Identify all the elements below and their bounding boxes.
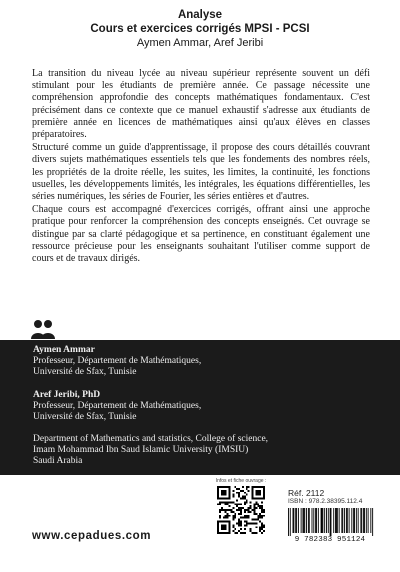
book-subtitle: Cours et exercices corrigés MPSI - PCSI [90,23,310,35]
description-text [32,68,370,265]
barcode [288,508,374,536]
isbn-number: ISBN : 978.2.38395.112.4 [288,498,363,505]
author-bio [33,345,201,378]
affiliation-line: Department of Mathematics and statistics, College of science, [33,434,269,444]
barcode-digits: 9 782383 951124 [294,536,366,544]
description-paragraph: La transition du niveau lycée au niveau supérieur représente souvent un défi stimulant pour les étudiants de première année. Ce passage nécessite une compréhension approfondie des concepts mathématiques fondamentaux. C'est précisément dans ce contexte que ce manuel exhaustif s'adresse aux étudiants de première année en licences de mathématiques ainsi qu'aux élèves en classes préparatoires. [32,68,370,141]
authors-icon [30,319,56,339]
author-name: Aymen Ammar [33,345,95,355]
publisher-website[interactable]: www.cepadues.com [32,530,152,542]
affiliation-line: Saudi Arabia [33,456,83,466]
author-university: Université de Sfax, Tunisie [33,367,137,377]
author-bio [33,390,201,423]
author-university: Université de Sfax, Tunisie [33,412,137,422]
qr-caption: Infos et fiche ouvrage : [215,478,267,484]
author-position: Professeur, Département de Mathématiques, [33,356,202,366]
author-name: Aref Jeribi, PhD [33,390,101,400]
author-bio-band [0,340,400,475]
author-affiliation [33,434,268,467]
author-position: Professeur, Département de Mathématiques, [33,401,202,411]
description-paragraph: Chaque cours est accompagné d'exercices corrigés, offrant ainsi une approche pratique pour renforcer la compréhension des concepts enseignés. Cet ouvrage se distingue par sa clarté pédagogique et sa pertinence, en constituant également une ressource précieuse pour les enseignants souhaitant l'utiliser comme support de cours et de travaux dirigés. [32,204,370,265]
book-authors: Aymen Ammar, Aref Jeribi [136,37,264,49]
reference-number: Réf. 2112 [288,488,325,498]
book-title: Analyse [177,9,223,21]
affiliation-line: Imam Mohammad Ibn Saud Islamic University (IMSIU) [33,445,249,455]
qr-code [217,486,265,534]
description-paragraph: Structuré comme un guide d'apprentissage, il propose des cours détaillés couvrant divers sujets mathématiques essentiels tels que les fondements des nombres réels, les propriétés de la droite réelle, les suites, les limites, la continuité, les fonctions usuelles, les développements limités, les intégrales, les équations différentielles, les séries numériques, les séries de Fourier, les séries entières et d'autres. [32,142,370,203]
